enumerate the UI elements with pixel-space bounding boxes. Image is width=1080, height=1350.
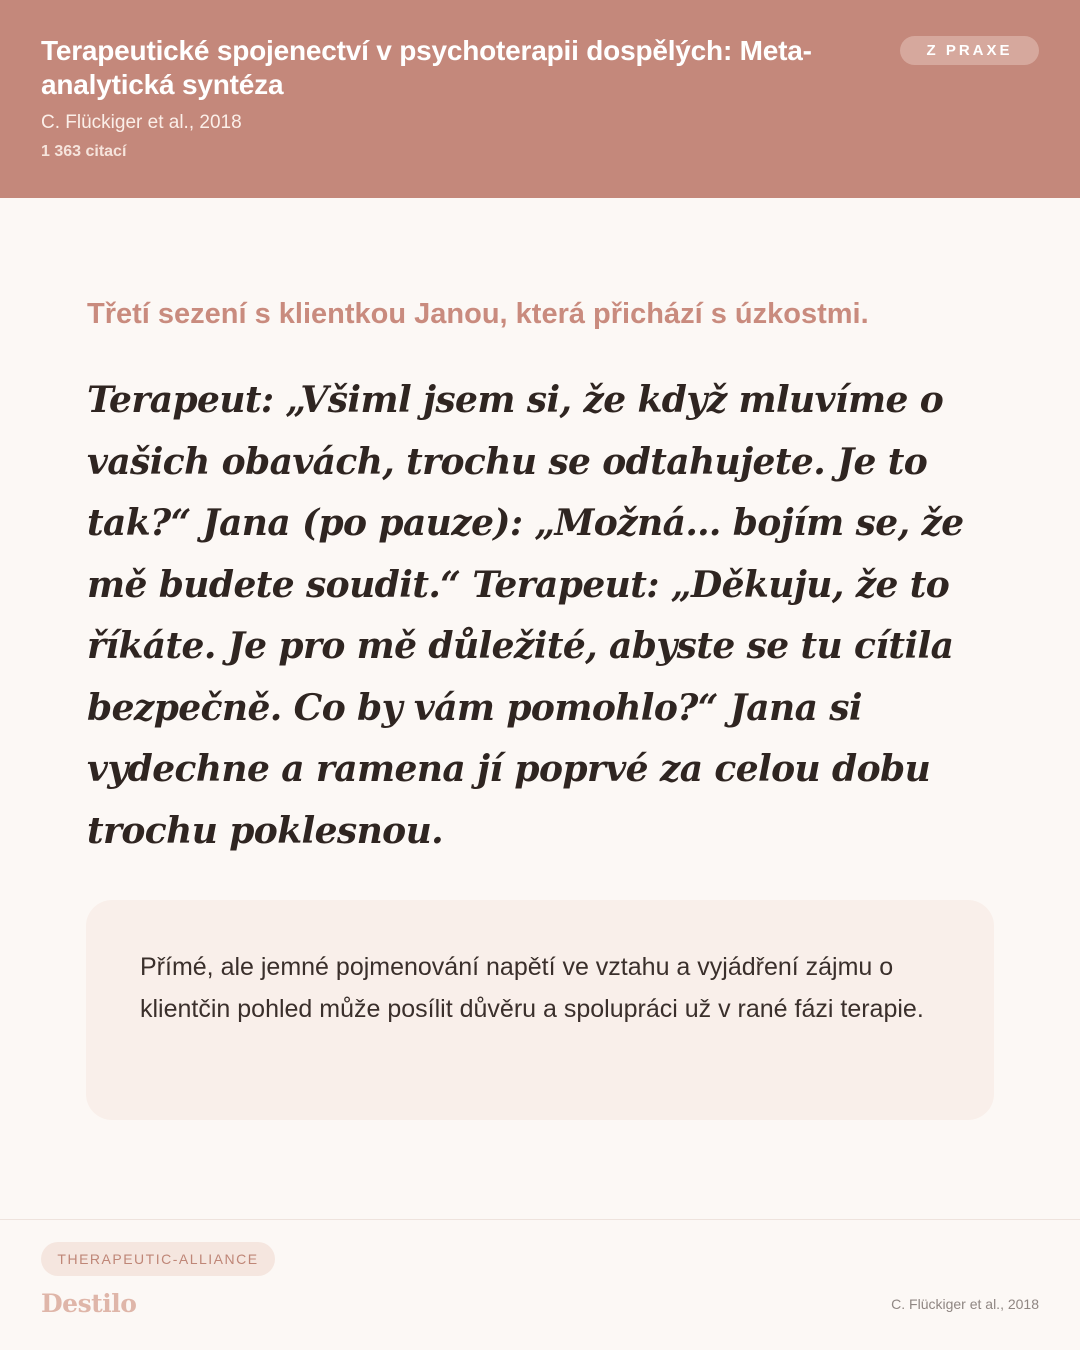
- article-author: C. Flückiger et al., 2018: [41, 112, 242, 133]
- topic-tag[interactable]: THERAPEUTIC-ALLIANCE: [41, 1242, 275, 1276]
- header-banner: [0, 0, 1080, 198]
- article-title: Terapeutické spojenectví v psychoterapii dospělých: Meta-analytická syntéza: [41, 35, 812, 100]
- scene-description: Třetí sezení s klientkou Janou, která přichází s úzkostmi.: [87, 298, 869, 330]
- dialogue-quote: Terapeut: „Všiml jsem si, že když mluvíme o vašich obavách, trochu se odtahujete. Je to tak?“ Jana (po pauze): „Možná… bojím se, že mě budete soudit.“ Terapeut: „Děkuju, že to říkáte. Je pro mě důležité, abyste se tu cítila bezpečně. Co by vám pomohlo?“ Jana si vydechne a ramena jí poprvé za celou dobu trochu poklesnou.: [87, 379, 964, 852]
- footer-divider: [0, 1219, 1080, 1220]
- takeaway-box: [86, 900, 994, 1120]
- citation-count: 1 363 citací: [41, 143, 127, 160]
- category-badge: Z PRAXE: [900, 36, 1039, 65]
- footer-credit: C. Flückiger et al., 2018: [891, 1296, 1039, 1312]
- brand-logo: Destilo: [41, 1289, 137, 1318]
- takeaway-text: Přímé, ale jemné pojmenování napětí ve vztahu a vyjádření zájmu o klientčin pohled může posílit důvěru a spolupráci už v rané fázi terapie.: [140, 953, 924, 1023]
